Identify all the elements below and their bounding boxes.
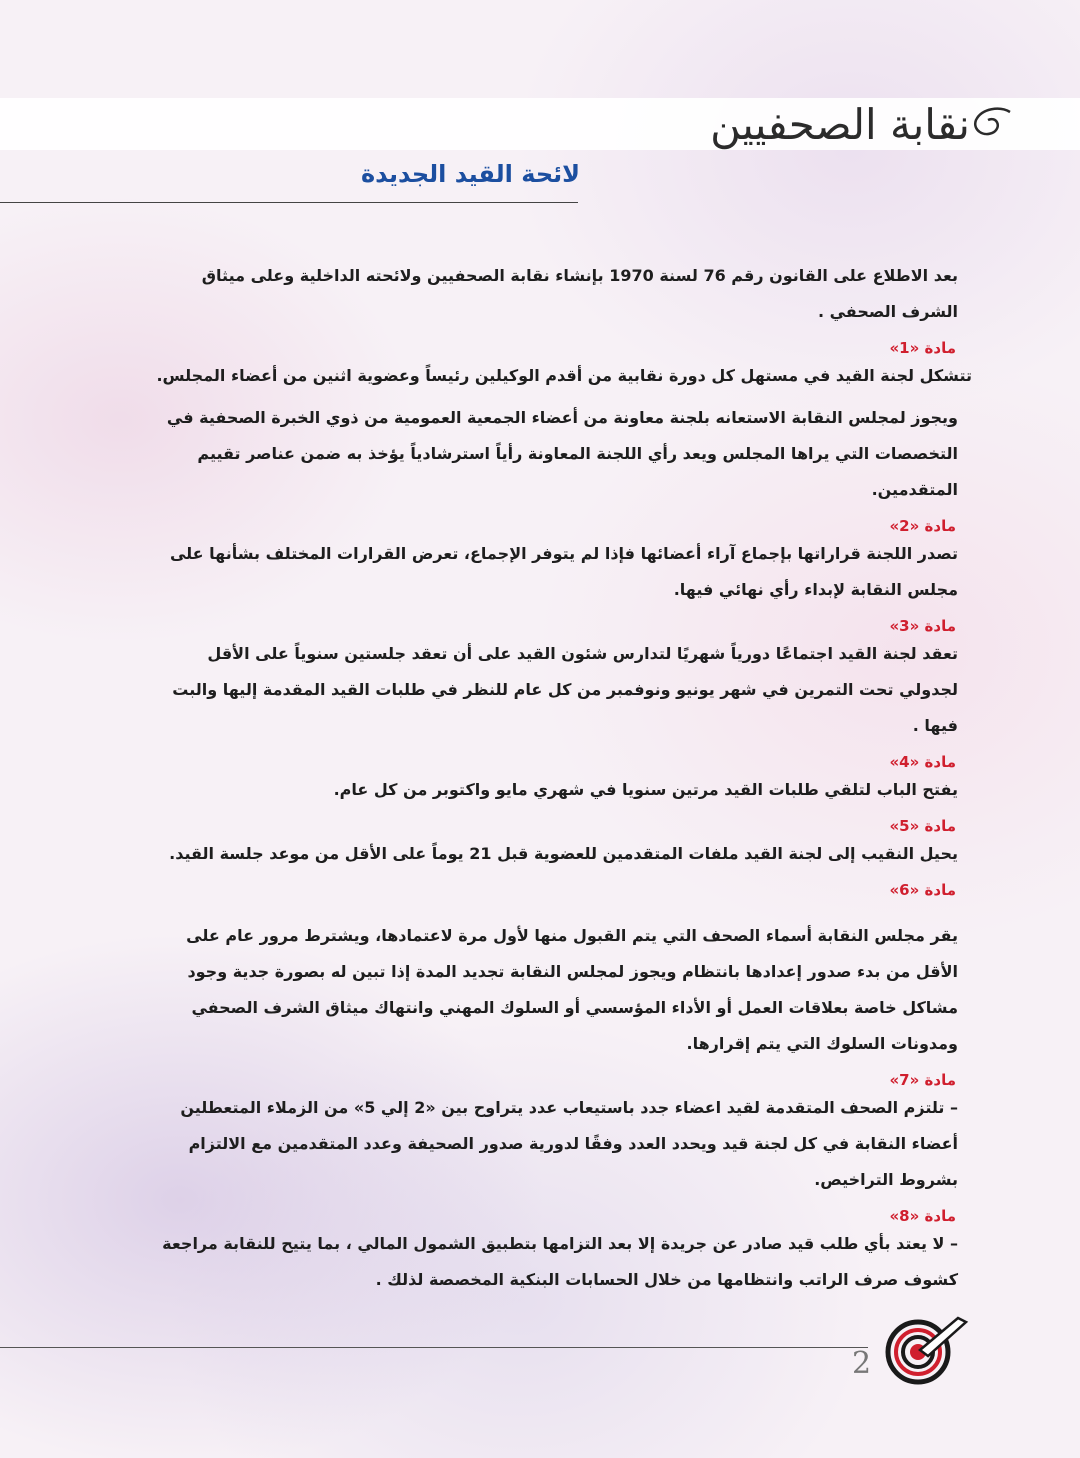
article-7-paragraph: – تلتزم الصحف المتقدمة لقيد اعضاء جدد باستيعاب عدد يتراوح بين «2 إلي 5» من الزملاء المتعطلين أعضاء النقابة في كل لجنة قيد ويحدد العدد وفقًا لدورية صدور الصحيفة وعدد المتقدمين مع الالتزام بشروط التراخيص. (180, 1098, 958, 1189)
document-body (152, 258, 972, 1298)
page-number: 2 (852, 1346, 872, 1381)
syndicate-logo-text: نقابة الصحفيين (710, 100, 970, 149)
article-3-paragraph: تعقد لجنة القيد اجتماعًا دورياً شهريًا لتدارس شئون القيد على أن تعقد جلستين سنوياً على الأقل لجدولي تحت التمرين في شهر يونيو ونوفمبر من كل عام للنظر في طلبات القيد المقدمة إليها والبت فيها . (172, 644, 958, 735)
article-heading-7: مادة «7» (889, 1071, 956, 1089)
article-heading-6: مادة «6» (889, 881, 956, 899)
article-6-paragraph: يقر مجلس النقابة أسماء الصحف التي يتم القبول منها لأول مرة لاعتمادها، ويشترط مرور عام على الأقل من بدء صدور إعدادها بانتظام ويجوز لمجلس النقابة تجديد المدة إذا تبين له بصورة جدية وجود مشاكل خاصة بعلاقات العمل أو الأداء المؤسسي أو السلوك المهني وانتهاك ميثاق الشرف الصحفي ومدونات السلوك التي يتم إقرارها. (186, 926, 958, 1053)
title-divider (0, 202, 578, 203)
article-heading-8: مادة «8» (889, 1207, 956, 1225)
article-heading-1: مادة «1» (889, 339, 956, 357)
article-heading-2: مادة «2» (889, 517, 956, 535)
intro-paragraph: بعد الاطلاع على القانون رقم 76 لسنة 1970 بإنشاء نقابة الصحفيين ولائحته الداخلية وعلى ميثاق الشرف الصحفي . (201, 266, 958, 321)
article-heading-5: مادة «5» (889, 817, 956, 835)
pen-swirl-icon (970, 104, 1014, 144)
article-8-paragraph: – لا يعتد بأي طلب قيد صادر عن جريدة إلا بعد التزامها بتطبيق الشمول المالي ، بما يتيح للنقابة مراجعة كشوف صرف الراتب وانتظامها من خلال الحسابات البنكية المخصصة لذلك . (162, 1234, 958, 1289)
article-4-paragraph: يفتح الباب لتلقي طلبات القيد مرتين سنويا في شهري مايو واكتوبر من كل عام. (333, 780, 958, 799)
article-2-paragraph: تصدر اللجنة قراراتها بإجماع آراء أعضائها فإذا لم يتوفر الإجماع، تعرض القرارات المختلف بشأنها على مجلس النقابة لإبداء رأي نهائي فيها. (169, 544, 958, 599)
article-1-paragraph-2: ويجوز لمجلس النقابة الاستعانه بلجنة معاونة من أعضاء الجمعية العمومية من ذوي الخبرة الصحفية في التخصصات التي يراها المجلس ويعد رأي اللجنة المعاونة رأياً استرشادياً يؤخذ به ضمن عناصر تقييم المتقدمين. (166, 408, 958, 499)
footer-divider (0, 1347, 868, 1348)
article-5-paragraph: يحيل النقيب إلى لجنة القيد ملفات المتقدمين للعضوية قبل 21 يوماً على الأقل من موعد جلسة القيد. (169, 844, 958, 863)
document-title: لائحة القيد الجديدة (360, 160, 580, 188)
article-heading-3: مادة «3» (889, 617, 956, 635)
article-1-paragraph-1: تتشكل لجنة القيد في مستهل كل دورة نقابية من أقدم الوكيلين رئيساً وعضوية اثنين من أعضاء المجلس. (156, 366, 972, 385)
target-pen-logo-icon (880, 1312, 970, 1388)
article-heading-4: مادة «4» (889, 753, 956, 771)
